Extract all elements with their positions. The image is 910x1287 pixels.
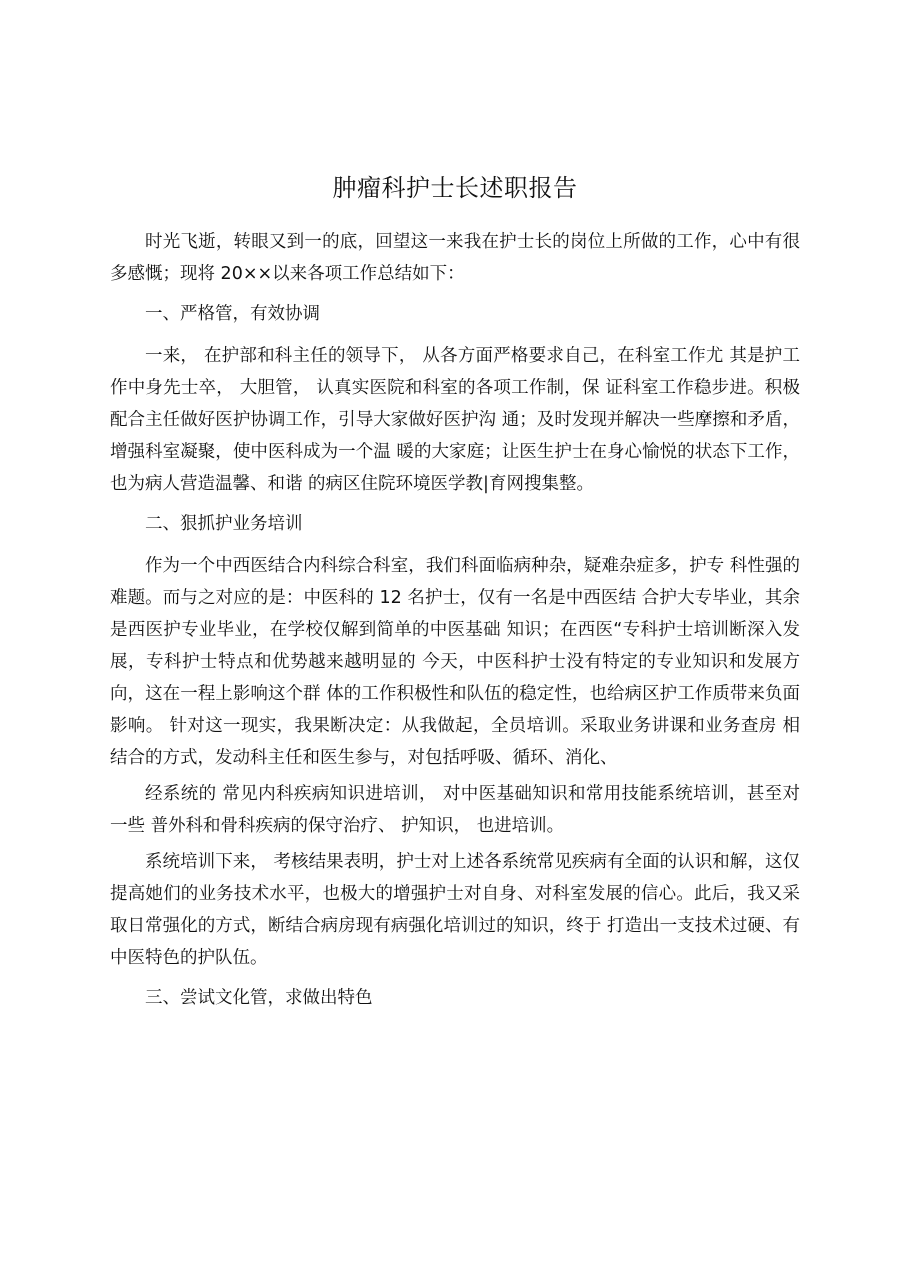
- document-title: 肿瘤科护士长述职报告: [332, 174, 578, 202]
- section-2-paragraph-2: 经系统的 常见内科疾病知识进培训， 对中医基础知识和常用技能系统培训，甚至对一些 普外科和骨科疾病的保守治疗、 护知识， 也进培训。: [110, 784, 800, 836]
- intro-paragraph: 时光飞逝，转眼又到一的底，回望这一来我在护士长的岗位上所做的工作，心中有很多感慨；现将 20××以来各项工作总结如下：: [110, 232, 800, 284]
- section-heading-1: 一、严格管，有效协调: [145, 304, 320, 324]
- section-1-paragraph: 一来， 在护部和科主任的领导下， 从各方面严格要求自己，在科室工作尤 其是护工作中身先士卒， 大胆管， 认真实医院和科室的各项工作制，保 证科室工作稳步进。积极配合主任做好医护协调工作，引导大家做好医护沟 通；及时发现并解决一些摩擦和矛盾，增强科室凝聚，使中医科成为一个温 暖的大家庭；让医生护士在身心愉悦的状态下工作，也为病人营造温馨、和谐 的病区住院环境医学教|育网搜集整。: [110, 346, 800, 494]
- section-2-paragraph-3: 系统培训下来， 考核结果表明，护士对上述各系统常见疾病有全面的认识和解，这仅提高她们的业务技术水平，也极大的增强护士对自身、对科室发展的信心。此后，我又采取日常强化的方式，断结合病房现有病强化培训过的知识，终于 打造出一支技术过硬、有中医特色的护队伍。: [110, 852, 800, 968]
- section-heading-3: 三、尝试文化管，求做出特色: [145, 988, 373, 1008]
- section-heading-2: 二、狠抓护业务培训: [145, 514, 303, 534]
- section-2-paragraph-1: 作为一个中西医结合内科综合科室，我们科面临病种杂，疑难杂症多，护专 科性强的难题。而与之对应的是：中医科的 12 名护士，仅有一名是中西医结 合护大专毕业，其余是西医护专业毕业，在学校仅解到简单的中医基础 知识；在西医“专科护士培训断深入发展，专科护士特点和优势越来越明显的 今天，中医科护士没有特定的专业知识和发展方向，这在一程上影响这个群 体的工作积极性和队伍的稳定性，也给病区护工作质带来负面影响。 针对这一现实，我果断决定：从我做起，全员培训。采取业务讲课和业务查房 相结合的方式，发动科主任和医生参与，对包括呼吸、循环、消化、: [110, 556, 800, 768]
- document-body: [110, 168, 800, 1024]
